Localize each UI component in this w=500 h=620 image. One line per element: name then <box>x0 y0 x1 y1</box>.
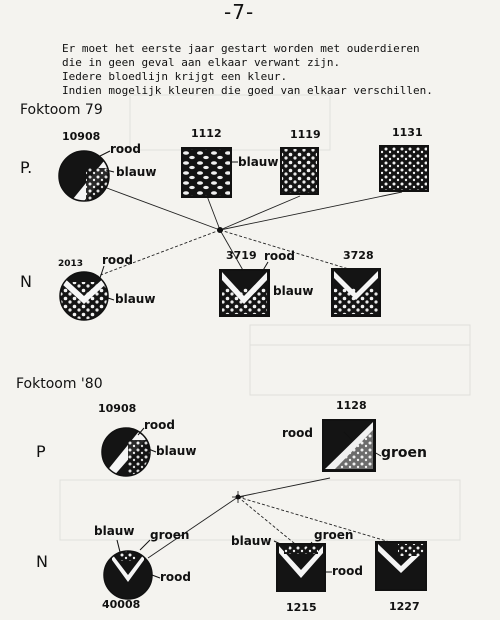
circle-marking-icon <box>60 272 108 322</box>
section-title: Foktoom '80 <box>16 376 103 392</box>
color-label: groen <box>314 528 354 542</box>
square-marking-icon <box>380 146 428 191</box>
section-title: Foktoom 79 <box>20 102 103 118</box>
color-label: blauw <box>231 534 272 548</box>
color-label: rood <box>144 418 175 432</box>
animal-number: 10908 <box>98 402 137 415</box>
color-label: rood <box>332 564 363 578</box>
square-marking-icon <box>281 148 318 194</box>
generation-label: P <box>36 442 46 461</box>
square-marking-icon <box>277 544 325 591</box>
circle-marking-icon <box>104 551 152 599</box>
color-label: blauw <box>156 444 197 458</box>
animal-number: 2013 <box>58 259 84 269</box>
intro-line: die in geen geval aan elkaar verwant zijn. <box>62 56 341 69</box>
animal-number: 1119 <box>290 128 321 141</box>
animal-number: 3728 <box>343 249 374 262</box>
page-number: -7- <box>224 0 255 24</box>
color-label: blauw <box>238 155 279 169</box>
color-label: blauw <box>94 524 135 538</box>
color-label: rood <box>102 253 133 267</box>
animal-number: 40008 <box>102 598 141 611</box>
color-label: rood <box>160 570 191 584</box>
generation-label: N <box>20 272 32 291</box>
generation-label: P. <box>20 158 33 177</box>
square-marking-icon <box>220 270 269 316</box>
color-label: blauw <box>116 165 157 179</box>
animal-number: 1112 <box>191 127 222 140</box>
square-marking-icon <box>182 148 231 197</box>
animal-number: 3719 <box>226 249 257 262</box>
generation-label: N <box>36 552 48 571</box>
square-marking-icon <box>323 420 375 471</box>
square-marking-icon <box>376 542 426 590</box>
color-label: rood <box>282 426 313 440</box>
circle-marking-icon <box>102 428 156 478</box>
animal-number: 1227 <box>389 600 420 613</box>
animal-number: 1128 <box>336 399 367 412</box>
color-label: blauw <box>115 292 156 306</box>
intro-line: Er moet het eerste jaar gestart worden met ouderdieren <box>62 42 420 55</box>
intro-line: Iedere bloedlijn krijgt een kleur. <box>62 70 288 83</box>
cross-point-icon <box>217 227 223 233</box>
intro-line: Indien mogelijk kleuren die goed van elkaar verschillen. <box>62 84 433 97</box>
color-label: blauw <box>273 284 314 298</box>
color-label: groen <box>381 445 428 461</box>
color-label: rood <box>264 249 295 263</box>
square-marking-icon <box>332 269 380 316</box>
color-label: groen <box>150 528 190 542</box>
animal-number: 1131 <box>392 126 423 139</box>
animal-number: 10908 <box>62 130 101 143</box>
animal-number: 1215 <box>286 601 317 614</box>
color-label: rood <box>110 142 141 156</box>
cross-point-icon <box>232 491 244 503</box>
circle-marking-icon <box>59 151 116 215</box>
